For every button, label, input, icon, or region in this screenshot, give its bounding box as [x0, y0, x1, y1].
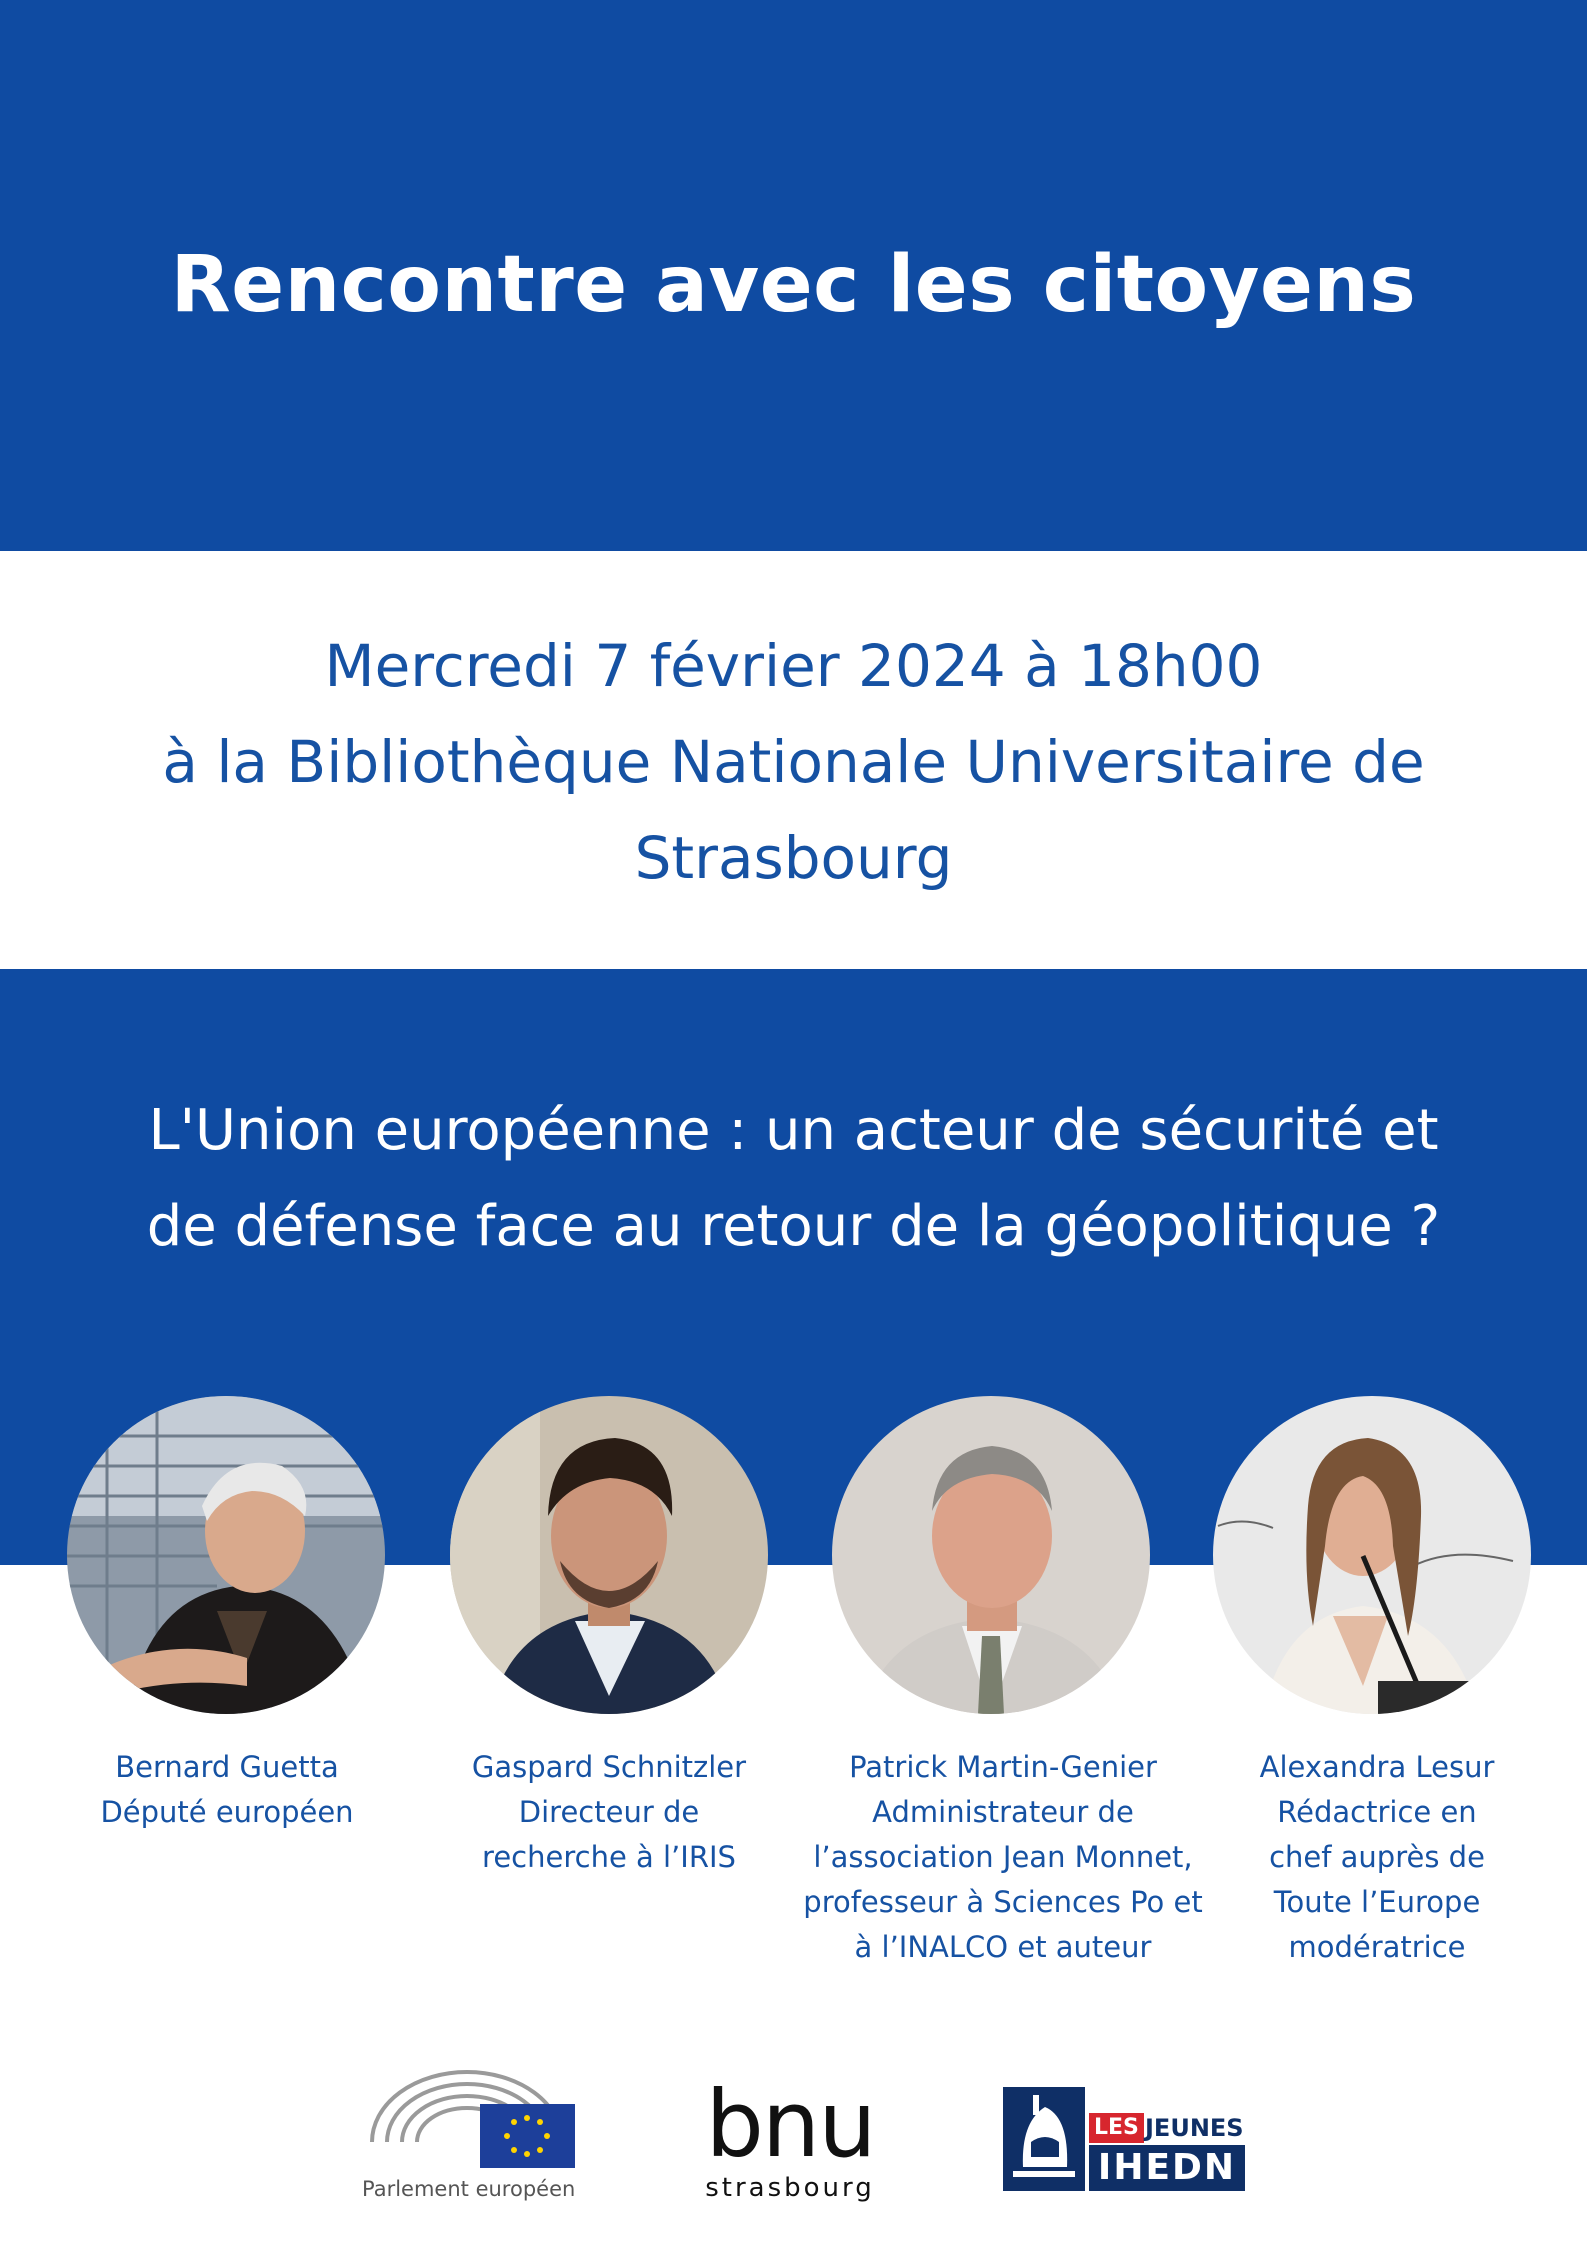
speaker-caption-3: [793, 1745, 1213, 1970]
speaker-photo-bernard-guetta: [67, 1396, 385, 1714]
event-venue-line-1: à la Bibliothèque Nationale Universitaire de: [162, 728, 1425, 796]
speaker-role: Rédactrice en: [1277, 1795, 1477, 1829]
topic-heading: [0, 1083, 1587, 1275]
speaker-photo-patrick-martin-genier: [832, 1396, 1150, 1714]
topic-line-2: de défense face au retour de la géopolitique ?: [146, 1194, 1441, 1259]
ihedn-les-tag: LES: [1089, 2113, 1144, 2143]
ihedn-name-label: IHEDN: [1089, 2145, 1245, 2191]
speaker-role: recherche à l’IRIS: [482, 1840, 736, 1874]
topic-line-1: L'Union européenne : un acteur de sécurité et: [148, 1098, 1439, 1163]
portrait-image: [67, 1396, 385, 1714]
european-parliament-logo: [362, 2052, 577, 2172]
page-title: Rencontre avec les citoyens: [170, 240, 1417, 330]
speaker-role: l’association Jean Monnet,: [813, 1840, 1193, 1874]
speaker-name: Patrick Martin-Genier: [849, 1750, 1157, 1784]
speaker-role: Toute l’Europe: [1273, 1885, 1481, 1919]
speaker-role: modératrice: [1288, 1930, 1466, 1964]
ihedn-helmet-icon: [1003, 2087, 1085, 2191]
bnu-wordmark: bnu: [705, 2071, 875, 2178]
parliament-caption: Parlement européen: [362, 2177, 576, 2201]
event-date: Mercredi 7 février 2024 à 18h00: [324, 632, 1263, 700]
speaker-photo-alexandra-lesur: [1213, 1396, 1531, 1714]
speaker-role: Député européen: [100, 1795, 354, 1829]
portrait-image: [1213, 1396, 1531, 1714]
speaker-photo-gaspard-schnitzler: [450, 1396, 768, 1714]
speaker-name: Alexandra Lesur: [1259, 1750, 1495, 1784]
speaker-caption-1: [77, 1745, 377, 1835]
event-venue-line-2: Strasbourg: [634, 824, 953, 892]
speaker-caption-2: [459, 1745, 759, 1880]
portrait-image: [450, 1396, 768, 1714]
ihedn-jeunes-label: JEUNES: [1145, 2114, 1244, 2142]
speaker-role: Directeur de: [518, 1795, 700, 1829]
speaker-name: Bernard Guetta: [115, 1750, 339, 1784]
eu-flag-icon: [480, 2104, 575, 2168]
speaker-role: professeur à Sciences Po et: [803, 1885, 1203, 1919]
speaker-caption-4: [1227, 1745, 1527, 1970]
bnu-city: strasbourg: [705, 2173, 875, 2203]
speaker-role: Administrateur de: [872, 1795, 1134, 1829]
speaker-role: à l’INALCO et auteur: [854, 1930, 1152, 1964]
speaker-role: chef auprès de: [1269, 1840, 1485, 1874]
speaker-name: Gaspard Schnitzler: [471, 1750, 747, 1784]
event-details: [0, 618, 1587, 906]
portrait-image: [832, 1396, 1150, 1714]
